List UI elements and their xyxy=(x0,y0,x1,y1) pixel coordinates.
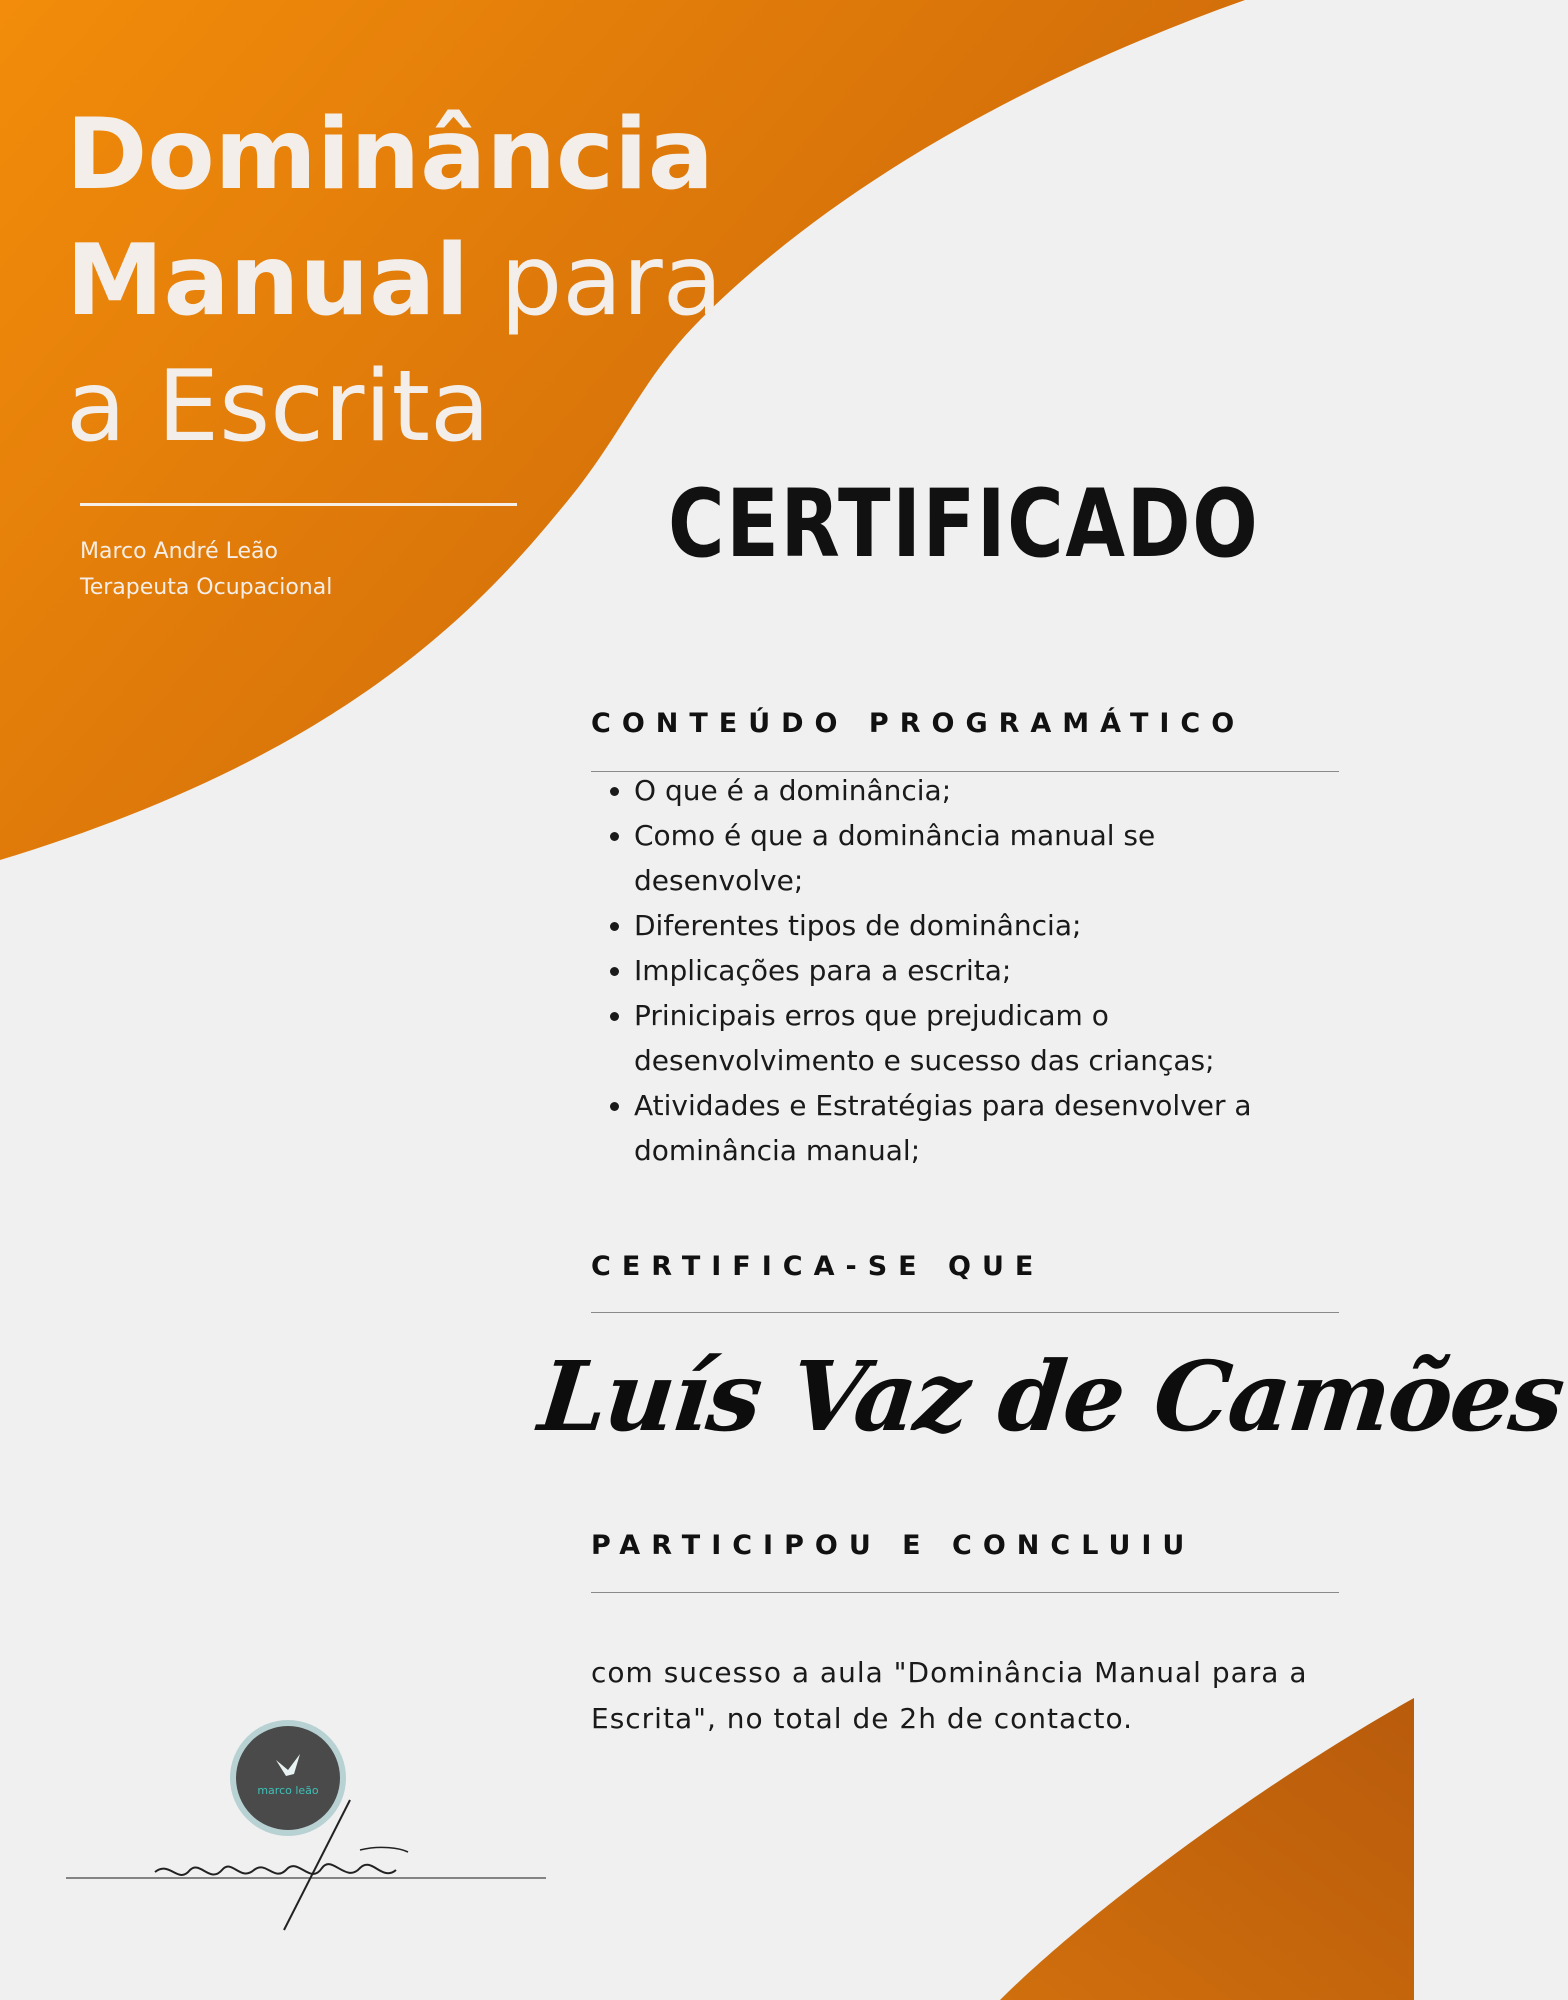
title-line-1: Dominância xyxy=(66,98,714,212)
signature xyxy=(60,1790,560,1940)
title-line-2 xyxy=(66,218,723,344)
list-item: • Atividades e Estratégias para desenvolver a dominância manual; xyxy=(634,1083,1314,1173)
completion-text: com sucesso a aula "Dominância Manual para a Escrita", no total de 2h de contacto. xyxy=(591,1656,1308,1735)
bottom-right-orange-wave xyxy=(1000,1698,1414,2000)
certifies-heading: CERTIFICA-SE QUE xyxy=(591,1251,1045,1282)
recipient-name: Luís Vaz de Camões xyxy=(534,1340,1568,1453)
author-name: Marco André Leão xyxy=(80,539,278,564)
completed-divider xyxy=(591,1592,1339,1593)
list-item: • Diferentes tipos de dominância; xyxy=(634,903,1314,948)
author-block xyxy=(80,534,332,606)
certificate-heading: CERTIFICADO xyxy=(668,470,1260,579)
certifies-divider xyxy=(591,1312,1339,1313)
author-role: Terapeuta Ocupacional xyxy=(80,575,333,600)
logo-text: marco leão xyxy=(257,1784,319,1797)
program-heading: CONTEÚDO PROGRAMÁTICO xyxy=(591,708,1246,739)
list-item: • O que é a dominância; xyxy=(634,768,1314,813)
title-line-2-bold: Manual xyxy=(66,224,469,338)
program-list xyxy=(598,768,1314,1173)
list-item: • Prinicipais erros que prejudicam o desenvolvimento e sucesso das crianças; xyxy=(634,993,1314,1083)
title-line-3: a Escrita xyxy=(66,350,491,464)
list-item: • Como é que a dominância manual se desenvolve; xyxy=(634,813,1314,903)
title-divider xyxy=(80,503,517,506)
course-title xyxy=(66,92,723,470)
completed-heading: PARTICIPOU E CONCLUIU xyxy=(591,1530,1196,1561)
list-item: • Implicações para a escrita; xyxy=(634,948,1314,993)
title-line-2-regular: para xyxy=(468,224,723,338)
